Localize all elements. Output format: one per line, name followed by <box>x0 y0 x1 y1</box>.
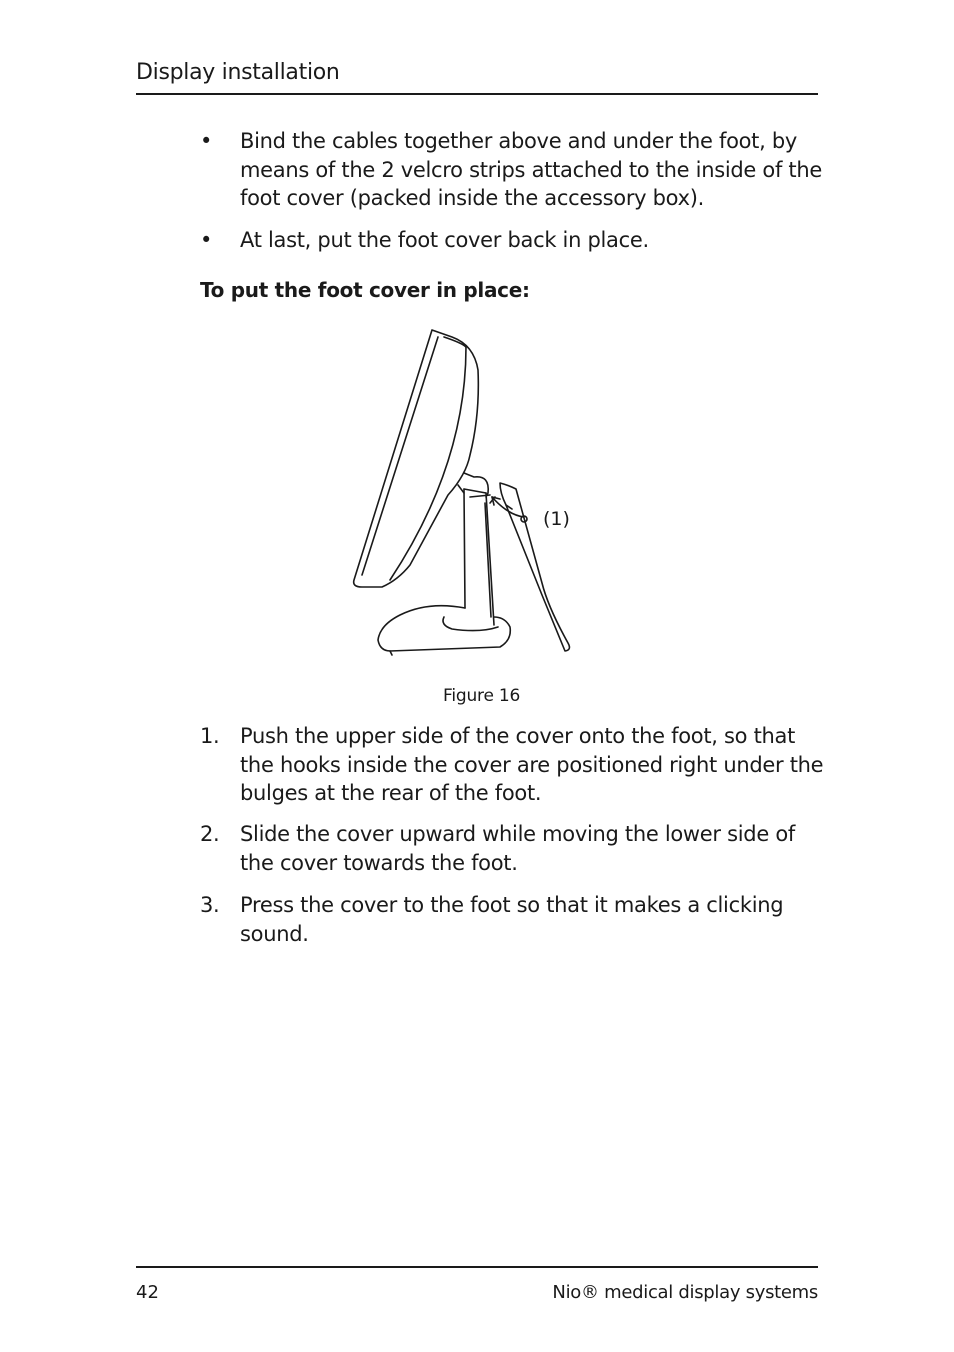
header-rule <box>136 93 818 95</box>
step-number: 3. <box>200 893 220 917</box>
bullet-marker: • <box>200 228 213 252</box>
step-text: Press the cover to the foot so that it makes a clicking sound. <box>240 893 784 946</box>
bullet-text: Bind the cables together above and under the foot, by means of the 2 velcro strips attached to the inside of the foot cover (packed inside the accessory box). <box>240 129 822 210</box>
step-number: 1. <box>200 724 220 748</box>
monitor-foot-cover-drawing <box>340 325 580 660</box>
footer-rule <box>136 1266 818 1268</box>
bullet-marker: • <box>200 129 213 153</box>
page-header-title: Display installation <box>136 60 340 85</box>
figure-callout-label: (1) <box>543 508 570 530</box>
footer-product-name: Nio® medical display systems <box>552 1282 818 1303</box>
bullet-text: At last, put the foot cover back in place. <box>240 228 649 252</box>
step-number: 2. <box>200 822 220 846</box>
footer-page-number: 42 <box>136 1282 159 1303</box>
step-text: Slide the cover upward while moving the lower side of the cover towards the foot. <box>240 822 795 875</box>
figure-monitor-illustration <box>340 325 580 660</box>
section-heading: To put the foot cover in place: <box>200 278 530 302</box>
step-text: Push the upper side of the cover onto the foot, so that the hooks inside the cover are positioned right under the bulges at the rear of the foot. <box>240 724 824 805</box>
figure-caption: Figure 16 <box>443 686 521 706</box>
